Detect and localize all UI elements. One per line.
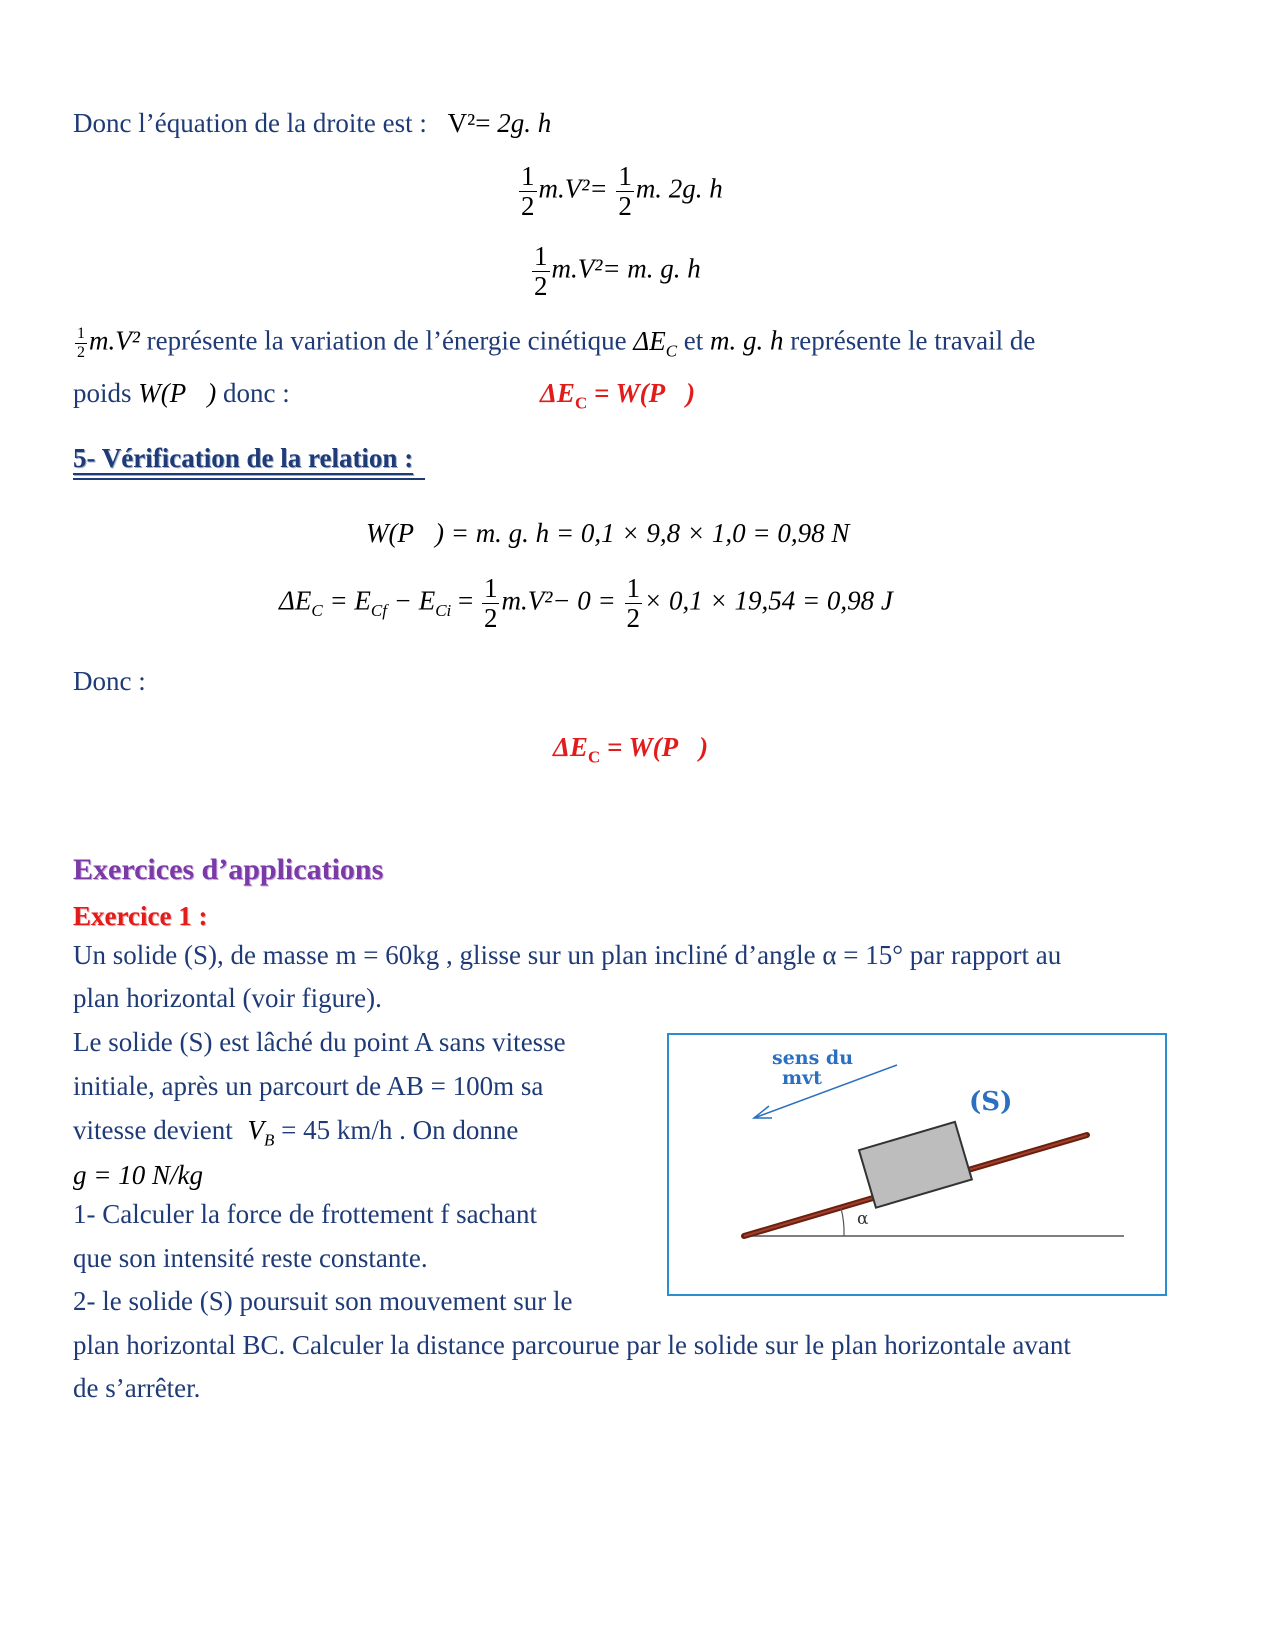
text-donc-conclusion: Donc :	[73, 666, 146, 696]
eq3-expr: m.V²= m. g. h	[551, 253, 701, 284]
fraction-left: $\frac{1}{2}$	[521, 161, 535, 221]
label-mvt: mvt	[782, 1067, 822, 1089]
exercise-line-10: plan horizontal BC. Calculer la distance parcourue par le solide sur le plan horizontale avant	[73, 1330, 1071, 1360]
exercise-line-1: Un solide (S), de masse m = 60kg , glisse sur un plan incliné d’angle α = 15° par rapport au	[73, 940, 1062, 970]
eq2-right: m. 2g. h	[635, 173, 723, 204]
exercise-line-2: plan horizontal (voir figure).	[73, 983, 382, 1013]
fraction-half-b: $\frac{1}{2}$	[626, 573, 641, 633]
eq2-left: m.V²=	[538, 173, 608, 204]
result-relation-1: $\Delta E_C$ = W(P⃗)	[540, 378, 696, 413]
para-explanation-line2	[73, 380, 290, 407]
direction-arrow-line	[754, 1065, 897, 1118]
exercise-line-3: Le solide (S) est lâché du point A sans vitesse	[73, 1027, 566, 1057]
small-fraction: $\frac{1}{2}$	[77, 325, 85, 361]
exercise-line-4: initiale, après un parcourt de AB = 100m sa	[73, 1071, 544, 1101]
section-heading-verification: 5- Vérification de la relation :	[73, 443, 414, 473]
section-title-exercises: Exercices d’applications	[73, 853, 384, 886]
fraction-right: $\frac{1}{2}$	[618, 161, 632, 221]
exercise-line-8: que son intensité reste constante.	[73, 1243, 428, 1273]
incline-diagram	[669, 1035, 1165, 1294]
term-mgh: m. g. h	[710, 325, 784, 356]
exercise-title: Exercice 1 :	[73, 901, 208, 931]
term-wp: W(P⃗)	[138, 378, 217, 408]
heading-underline	[73, 478, 425, 480]
figure-inclined-plane	[667, 1033, 1167, 1296]
label-alpha: α	[857, 1209, 869, 1229]
delta-ec: $\Delta E_C$	[633, 325, 678, 361]
text-a: représente la variation de l’énergie cinétique	[146, 325, 627, 356]
equation-work: W(P⃗) = m. g. h = 0,1 × 9,8 × 1,0 = 0,98 N	[366, 518, 850, 548]
equation-delta-ec: $\Delta E_C = E_{Cf} - E_{Ci}$ = $\frac{1}{2}$ m.V²− 0 = $\frac{1}{2}$ × 0,1 × 19,54 = 0,98 J	[279, 573, 893, 633]
exercise-question-2: 2- le solide (S) poursuit son mouvement sur le	[73, 1286, 573, 1316]
text-c: représente le travail de	[790, 325, 1036, 356]
equation-energy-work	[530, 243, 701, 300]
exercise-question-1: 1- Calculer la force de frottement f sachant	[73, 1199, 538, 1229]
text-b: et	[683, 325, 704, 356]
text-donc: donc :	[222, 378, 290, 408]
exercise-line-5: vitesse devient $V_B = 45$ km/h . On donne	[73, 1115, 519, 1150]
text-poids: poids	[73, 378, 132, 408]
term-mv2: m.V²	[89, 325, 140, 356]
line-equation-intro	[73, 110, 551, 137]
result-relation-2: $\Delta E_C$ = W(P⃗)	[553, 732, 709, 767]
equation-kinetic	[517, 163, 723, 220]
label-sens-du: sens du	[772, 1047, 854, 1069]
angle-arc	[841, 1208, 844, 1236]
intro-text: Donc l’équation de la droite est :	[73, 108, 427, 138]
exercise-line-6: g = 10 N/kg	[73, 1160, 203, 1190]
solid-block	[859, 1122, 972, 1208]
exercise-line-11: de s’arrêter.	[73, 1373, 201, 1403]
eq-v2: V²=	[447, 108, 491, 138]
fraction-half-a: $\frac{1}{2}$	[483, 573, 498, 633]
eq-2gh: 2g. h	[497, 108, 552, 138]
fraction-half: $\frac{1}{2}$	[534, 241, 548, 301]
para-explanation-line1	[73, 326, 1035, 361]
label-solid-s: (S)	[969, 1087, 1013, 1117]
